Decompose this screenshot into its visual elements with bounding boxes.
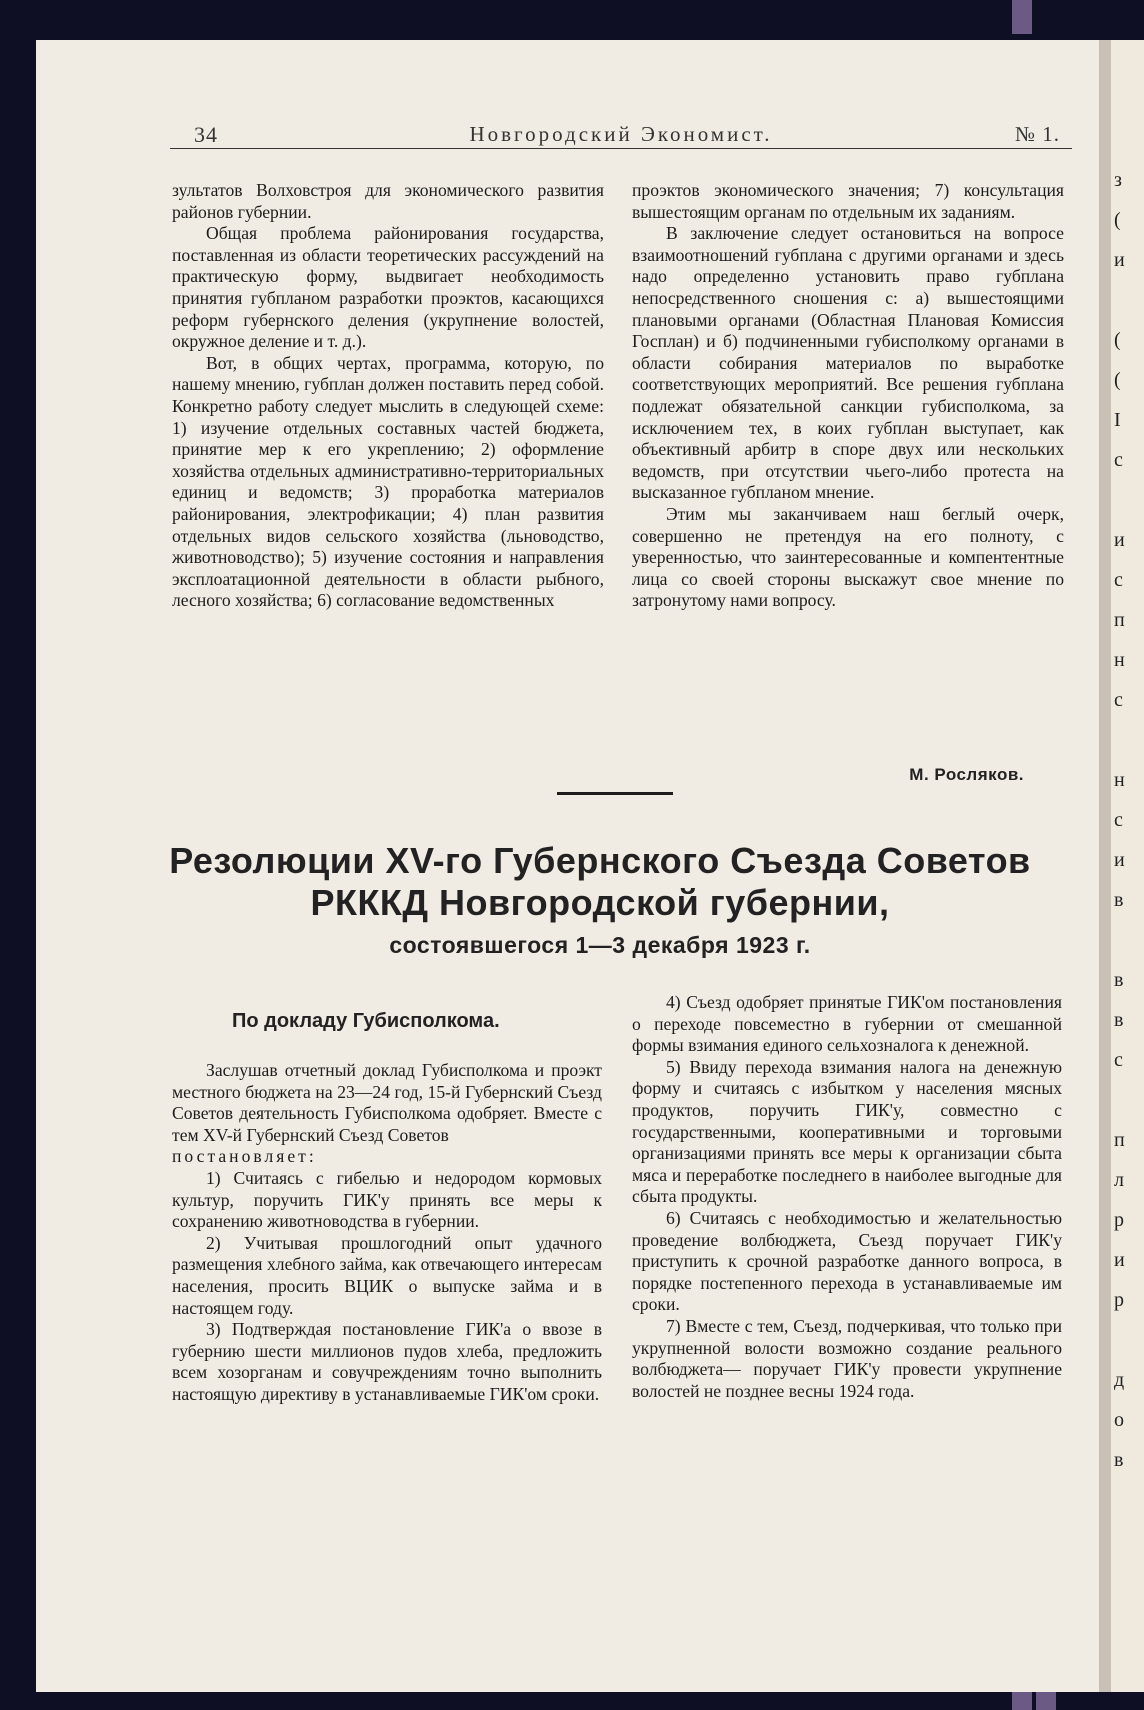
edge-letter: в [1114, 889, 1124, 911]
paragraph: В заключение следует остановиться на вопросе взаимоотношений губплана с другими органами и здесь надо определенно установить право губплана непосредственного сношения с: а) вышестоящими плановыми органами (Областная Плановая Комиссия Госплан) и б) подчиненными губисполкому органами в области собирания материалов по выработке соответствующих мероприятий. Все решения губплана подлежат обязательной санкции губисполкома, за исключением тех, в коих губплан выступает, как объективный арбитр в споре двух или нескольких ведомств, при отсутствии чьего-либо протеста на высказанное губпланом мнение. [632, 223, 1064, 503]
resolution-left-column [172, 1060, 602, 1406]
edge-letter: п [1114, 1129, 1125, 1151]
next-page-edge [1111, 40, 1144, 1692]
page-number: 34 [194, 122, 218, 147]
binding-tab [1012, 0, 1032, 34]
edge-letter: І [1114, 409, 1121, 431]
edge-letter: д [1114, 1369, 1125, 1391]
edge-letter: и [1114, 849, 1125, 871]
edge-letter: ( [1114, 369, 1121, 391]
section-divider [557, 792, 673, 795]
resolution-item: 4) Съезд одобряет принятые ГИК'ом постановления о переходе повсеместно в губернии от смешанной формы взимания единого сельхозналога к денежной. [632, 992, 1062, 1056]
resolution-subtitle: состоявшегося 1—3 декабря 1923 г. [389, 932, 811, 958]
edge-letter: л [1114, 1169, 1124, 1191]
journal-title: Новгородский Экономист. [469, 122, 773, 146]
running-header [170, 82, 1072, 149]
edge-letter: н [1114, 769, 1125, 791]
edge-letter: с [1114, 449, 1123, 471]
resolution-title-line2: РКККД Новгородской губернии, [310, 882, 890, 923]
edge-letter: р [1114, 1289, 1124, 1311]
edge-letter: р [1114, 1209, 1124, 1231]
edge-letter: ( [1114, 209, 1121, 231]
resolution-title-line1: Резолюции XV-го Губернского Съезда Советов [169, 840, 1031, 881]
edge-letter: ( [1114, 329, 1121, 351]
paragraph: зультатов Волховстроя для экономического развития районов губернии. [172, 180, 604, 222]
resolution-item: 5) Ввиду перехода взимания налога на денежную форму и считаясь с избытком у населения мясных продуктов, поручить ГИК'у, совместно с государственными, кооперативными и торговыми организациями принять все меры к организации сбыта мяса и переработке последнего в наиболее выгодные для сбыта продукты. [632, 1056, 1062, 1207]
article-left-column [172, 180, 604, 612]
resolves-word: постановляет: [172, 1146, 317, 1167]
resolution-item: 7) Вместе с тем, Съезд, подчеркивая, что только при укрупненной волости возможно создание реального волбюджета— поручает ГИК'у провести укрупнение волостей не позднее весны 1924 года. [632, 1315, 1062, 1401]
edge-letter: и [1114, 1249, 1125, 1271]
resolution-item: 3) Подтверждая постановление ГИК'а о ввозе в губернию шести миллионов пудов хлеба, предложить всем хозорганам и совучреждениям точно выполнить настоящую директиву в устанавливаемые ГИК'ом сроки. [172, 1319, 602, 1404]
edge-letter: в [1114, 1449, 1124, 1471]
edge-letter: о [1114, 1409, 1124, 1431]
paragraph: Общая проблема районирования государства, поставленная из области теоретических рассуждений на практическую форму, выдвигает необходимость принятия губпланом разработки проэктов, касающихся реформ губернского деления (укрупнение волостей, окружное деление и т. д.). [172, 223, 604, 352]
edge-letter: с [1114, 1049, 1123, 1071]
edge-letter: и [1114, 249, 1125, 271]
edge-letter: п [1114, 609, 1125, 631]
edge-letter: и [1114, 529, 1125, 551]
author-signature: М. Росляков. [909, 765, 1024, 784]
paragraph: проэктов экономического значения; 7) консультация вышестоящим органам по отдельным их заданиям. [632, 180, 1064, 222]
paragraph: Вот, в общих чертах, программа, которую, по нашему мнению, губплан должен поставить перед собой. Конкретно работу следует мыслить в следующей схеме: 1) изучение отдельных составных частей бюджета, принятие мер к его укреплению; 2) оформление хозяйства отдельных административно-территориальных единиц и ведомств; 3) проработка материалов районирования, электрофикации; 4) план развития отдельных видов сельского хозяйства (льноводство, животноводство); 5) изучение состояния и направления эксплоатационной деятельности в области рыбного, лесного хозяйства; 6) согласование ведомственных [172, 352, 604, 611]
edge-letter: в [1114, 969, 1124, 991]
paragraph: Этим мы заканчиваем наш беглый очерк, совершенно не претендуя на его полноту, с уверенностью, что заинтересованные и компентентные лица со своей стороны выскажут свое мнение по затронутому нами вопросу. [632, 503, 1064, 611]
resolution-item: 1) Считаясь с гибелью и недородом кормовых культур, поручить ГИК'у принять все меры к сохранению животноводства в губернии. [172, 1167, 602, 1232]
edge-letter: с [1114, 809, 1123, 831]
section-heading: По докладу Губисполкома. [232, 1010, 500, 1032]
intro-paragraph: Заслушав отчетный доклад Губисполкома и проэкт местного бюджета на 23—24 год, 15-й Губернский Съезд Советов деятельность Губисполкома одобряет. Вместе с тем XV-й Губернский Съезд Советов [172, 1060, 602, 1145]
article-right-column [632, 180, 1064, 612]
edge-letter: с [1114, 689, 1123, 711]
issue-number: № 1. [1014, 122, 1060, 146]
resolution-item: 2) Учитывая прошлогодний опыт удачного размещения хлебного займа, как отвечающего интересам населения, просить ВЦИК о выпуске займа и в настоящем году. [172, 1232, 602, 1318]
edge-letter: н [1114, 649, 1125, 671]
edge-letter: с [1114, 569, 1123, 591]
resolution-item: 6) Считаясь с необходимостью и желательностью проведение волбюджета, Съезд поручает ГИК'у приступить к срочной разработке данного вопроса, в порядке постепенного перехода в устанавливаемые им сроки. [632, 1207, 1062, 1315]
edge-letter: з [1114, 169, 1122, 191]
page-gutter [1099, 40, 1111, 1692]
resolution-right-column [632, 992, 1062, 1402]
edge-letter: в [1114, 1009, 1124, 1031]
